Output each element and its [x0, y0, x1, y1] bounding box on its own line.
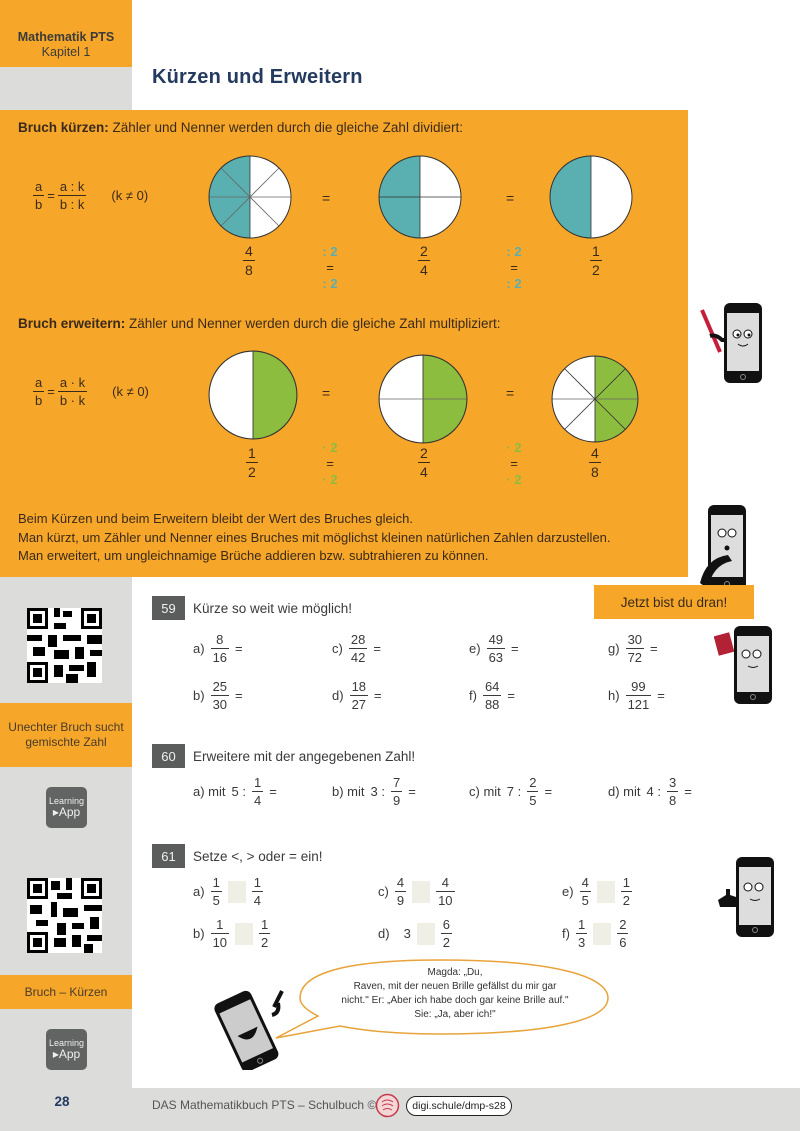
task-60-item-b: b) mit 3 : $\frac{7}{9}$ =: [332, 775, 416, 808]
answer-box[interactable]: [412, 881, 430, 903]
joke-text: Magda: „Du, Raven, mit der neuen Brille gefällst du mir gar nicht." Er: „Aber ich habe doch gar keine Brille auf." Sie: „Ja, aber ich!": [341, 967, 569, 1020]
task-59: [152, 596, 352, 620]
task-61-item-a: a) $\frac{1}{5}$ $\frac{1}{4}$: [193, 875, 262, 908]
kuerzen-label: Bruch kürzen:: [18, 120, 109, 135]
subject-label: Mathematik PTS: [17, 30, 115, 44]
chapter-label: Kapitel 1: [41, 45, 91, 59]
task-59-item-d: d) $\frac{18}{27}$ =: [332, 679, 382, 712]
task-instruction: Setze <, > oder = ein!: [193, 848, 323, 864]
fraction-1-2-erw: $\frac{1}{2}$: [248, 445, 256, 480]
task-59-item-c: c) $\frac{28}{42}$ =: [332, 632, 381, 665]
task-59-item-b: b) $\frac{25}{30}$ =: [193, 679, 243, 712]
multiply-operator: · 2 = · 2: [506, 440, 522, 487]
learning-app-button[interactable]: Learning ▸App: [46, 1029, 87, 1070]
task-instruction: Kürze so weit wie möglich!: [193, 600, 353, 616]
erweitern-heading: [18, 316, 500, 331]
jetzt-bist-du-dran-label: Jetzt bist du dran!: [594, 585, 754, 619]
erweitern-formula: $\frac{a}{b}$ = $\frac{a \cdot k}{b \cdot k}$ (k ≠ 0): [35, 375, 149, 408]
answer-box[interactable]: [597, 881, 615, 903]
kuerzen-heading: [18, 120, 463, 135]
phone-mascot-thinking-icon: [698, 503, 748, 593]
pie-4-8-green-icon: [551, 355, 639, 443]
task-59-item-a: a) $\frac{8}{16}$ =: [193, 632, 243, 665]
multiply-operator: · 2 = · 2: [322, 440, 338, 487]
qr-code-icon[interactable]: [27, 608, 102, 683]
task-60-item-d: d) mit 4 : $\frac{3}{8}$ =: [608, 775, 692, 808]
task-59-item-h: h) $\frac{99}{121}$ =: [608, 679, 665, 712]
task-59-item-f: f) $\frac{64}{88}$ =: [469, 679, 516, 712]
kuerzen-text: Zähler und Nenner werden durch die gleiche Zahl dividiert:: [108, 120, 463, 135]
learning-app-button[interactable]: Learning ▸App: [46, 787, 87, 828]
kuerzen-formula: $\frac{a}{b}$ = $\frac{a : k}{b : k}$ (k ≠ 0): [35, 179, 149, 212]
divide-operator: : 2 = : 2: [322, 244, 338, 291]
qr-code-icon[interactable]: [27, 878, 102, 953]
task-60-item-a: a) mit 5 : $\frac{1}{4}$ =: [193, 775, 277, 808]
footer-copyright: DAS Mathematikbuch PTS – Schulbuch ©: [152, 1098, 377, 1112]
summary-text: Beim Kürzen und beim Erweitern bleibt der Wert des Bruches gleich. Man kürzt, um Zähler und Nenner eines Bruches mit möglichst kleinen natürlichen Zahlen darzustellen. Man erweitert, um ungleichnamige Brüche addieren bzw. subtrahieren zu können.: [18, 511, 611, 563]
erweitern-text: Zähler und Nenner werden durch die gleiche Zahl multipliziert:: [125, 316, 501, 331]
phone-mascot-book-icon: [714, 624, 774, 704]
sidebar-link-unechter-bruch[interactable]: Unechter Bruch sucht gemischte Zahl: [0, 703, 132, 767]
task-number-badge: 59: [152, 596, 185, 620]
divide-operator: : 2 = : 2: [506, 244, 522, 291]
task-60-item-c: c) mit 7 : $\frac{2}{5}$ =: [469, 775, 553, 808]
task-number-badge: 61: [152, 844, 185, 868]
fraction-4-8-erw: $\frac{4}{8}$: [591, 445, 599, 480]
fraction-2-4: $\frac{2}{4}$: [420, 243, 428, 278]
pie-1-2-icon: [549, 155, 633, 239]
task-59-item-g: g) $\frac{30}{72}$ =: [608, 632, 658, 665]
task-61-item-f: f) $\frac{1}{3}$ $\frac{2}{6}$: [562, 917, 627, 950]
page-title: Kürzen und Erweitern: [152, 66, 363, 88]
page-number: 28: [54, 1094, 70, 1109]
pie-2-4-icon: [378, 155, 462, 239]
answer-box[interactable]: [228, 881, 246, 903]
phone-mascot-pointer-icon: [696, 300, 768, 385]
answer-box[interactable]: [593, 923, 611, 945]
task-61-item-b: b) $\frac{1}{10}$ $\frac{1}{2}$: [193, 917, 269, 950]
task-61-item-e: e) $\frac{4}{5}$ $\frac{1}{2}$: [562, 875, 631, 908]
theory-box: Bruch kürzen: Zähler und Nenner werden durch die gleiche Zahl dividiert: $\frac{a}{b}$ = $\frac{a : k}{b : k}$ (k ≠ 0) = = $\frac{4}{8}$ $\frac{2}{4}$ $\frac{1}{2}$ : 2 = : 2 : 2 = : 2 Bruch erweitern: Zähler und Nenner werden durch die gleiche Zahl multipliziert: $\frac{a}{b}$ = $\frac{a \cdot k}{b \cdot k}$ (k ≠ 0) = = $\frac{1}{2}$ $\frac{2}{4}$ $\frac{4}{8}$ · 2 = · 2 · 2 = · 2 Beim Kürzen und beim Erweitern bleibt der Wert des Bruches gleich. Man kürzt, um Zähler und Nenner eines Bruches mit möglichst kleinen natürlichen Zahlen darzustellen. Man erweitert, um ungleichnamige Brüche addieren bzw. subtrahieren zu können.: [0, 110, 688, 577]
answer-box[interactable]: [235, 923, 253, 945]
pie-4-8-icon: [208, 155, 292, 239]
task-61-item-c: c) $\frac{4}{9}$ $\frac{4}{10}$: [378, 875, 453, 908]
chapter-box: [0, 0, 132, 67]
pie-2-4-green-icon: [378, 354, 468, 444]
pie-1-2-green-icon: [208, 350, 298, 440]
digi-schule-link[interactable]: digi.schule/dmp-s28: [406, 1096, 512, 1116]
task-instruction: Erweitere mit der angegebenen Zahl!: [193, 748, 416, 764]
publisher-lion-logo-icon: [375, 1093, 400, 1118]
phone-mascot-thumbsup-icon: [716, 855, 776, 937]
erweitern-label: Bruch erweitern:: [18, 316, 126, 331]
task-59-item-e: e) $\frac{49}{63}$ =: [469, 632, 519, 665]
task-60: [152, 744, 415, 768]
fraction-2-4-erw: $\frac{2}{4}$: [420, 445, 428, 480]
task-61: [152, 844, 322, 868]
answer-box[interactable]: [417, 923, 435, 945]
task-61-item-d: d) 3 $\frac{6}{2}$: [378, 917, 451, 950]
fraction-1-2: $\frac{1}{2}$: [592, 243, 600, 278]
task-number-badge: 60: [152, 744, 185, 768]
sidebar-link-bruch-kuerzen[interactable]: Bruch – Kürzen: [0, 975, 132, 1009]
fraction-4-8: $\frac{4}{8}$: [245, 243, 253, 278]
